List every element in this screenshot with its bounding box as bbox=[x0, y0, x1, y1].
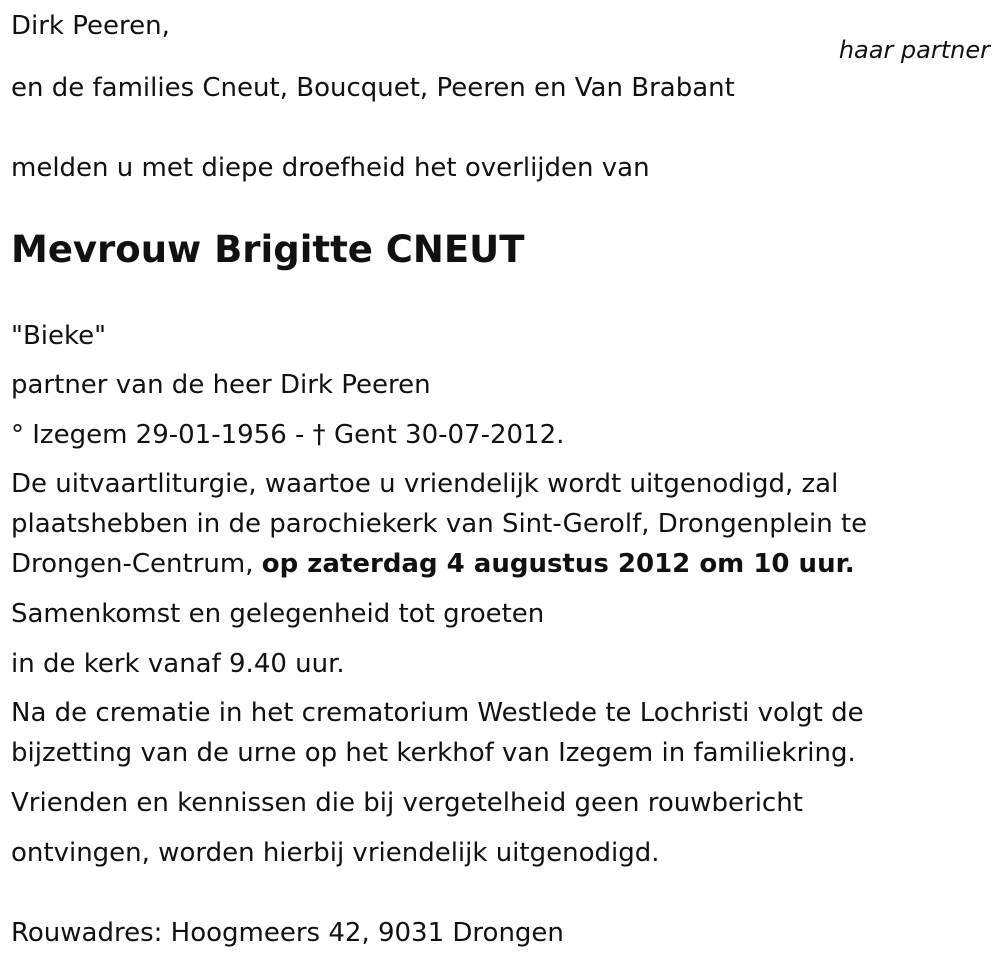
cremation-line-2: bijzetting van de urne op het kerkhof van Izegem in familiekring. bbox=[11, 738, 856, 768]
mourning-address: Rouwadres: Hoogmeers 42, 9031 Drongen bbox=[11, 918, 564, 948]
gathering-line-2: in de kerk vanaf 9.40 uur. bbox=[11, 649, 345, 679]
cremation-line-1: Na de crematie in het crematorium Westlede te Lochristi volgt de bbox=[11, 698, 864, 728]
invitation-line-2: ontvingen, worden hierbij vriendelijk uitgenodigd. bbox=[11, 838, 660, 868]
partner-name: Dirk Peeren, bbox=[11, 11, 170, 41]
funeral-line-2: plaatshebben in de parochiekerk van Sint-Gerolf, Drongenplein te bbox=[11, 509, 868, 539]
funeral-date-time: op zaterdag 4 augustus 2012 om 10 uur. bbox=[261, 549, 855, 579]
gathering-line-1: Samenkomst en gelegenheid tot groeten bbox=[11, 599, 545, 629]
deceased-name: Mevrouw Brigitte CNEUT bbox=[11, 228, 525, 271]
deceased-relation: partner van de heer Dirk Peeren bbox=[11, 370, 431, 400]
deceased-nickname: "Bieke" bbox=[11, 321, 107, 351]
announcement-intro: melden u met diepe droefheid het overlijden van bbox=[11, 153, 650, 183]
funeral-line-1: De uitvaartliturgie, waartoe u vriendelijk wordt uitgenodigd, zal bbox=[11, 469, 839, 499]
birth-death-dates: ° Izegem 29-01-1956 - † Gent 30-07-2012. bbox=[11, 420, 565, 450]
invitation-line-1: Vrienden en kennissen die bij vergetelheid geen rouwbericht bbox=[11, 788, 803, 818]
funeral-line-3 bbox=[11, 544, 855, 584]
funeral-location-end: Drongen-Centrum, bbox=[11, 549, 262, 579]
partner-role: haar partner bbox=[838, 36, 990, 64]
families-line: en de families Cneut, Boucquet, Peeren en Van Brabant bbox=[11, 73, 735, 103]
